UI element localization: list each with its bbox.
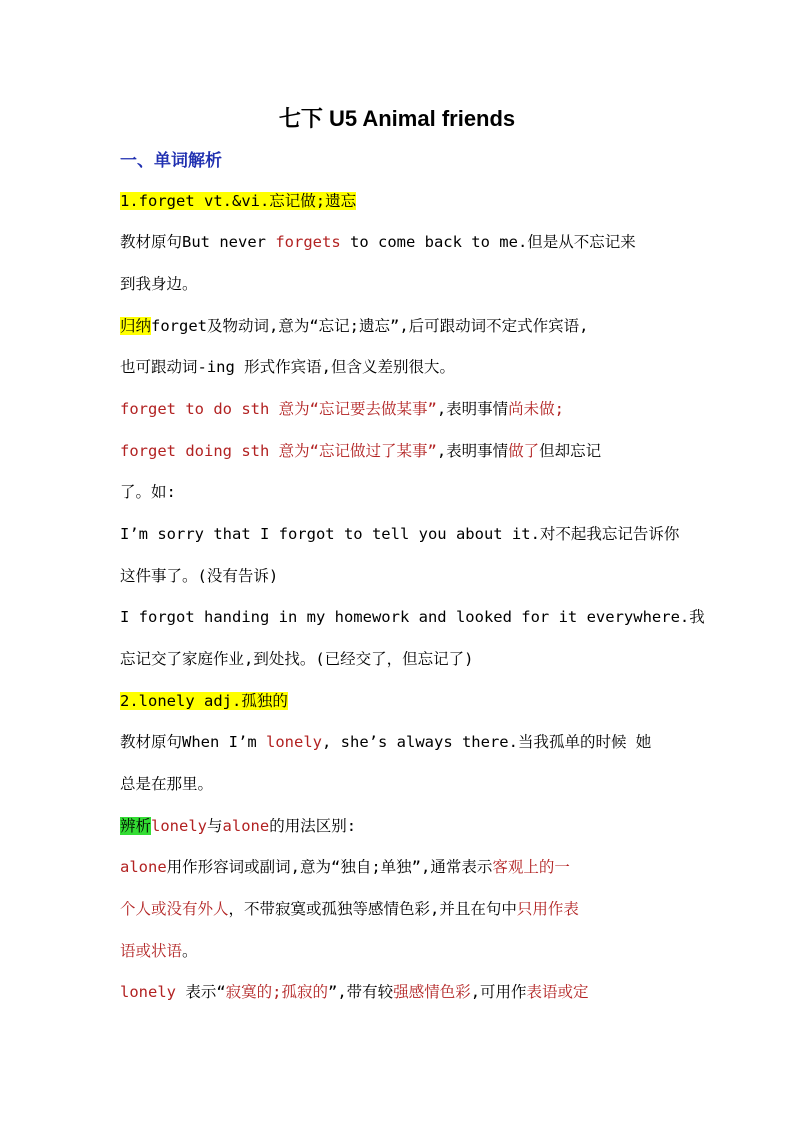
example-keyword: lonely — [266, 733, 322, 751]
alone-emphasis: 只用作表 — [516, 900, 579, 918]
item1-example — [120, 231, 636, 253]
item2-heading-text: 2.lonely adj.孤独的 — [120, 692, 288, 710]
alone-emphasis: 个人或没有外人 — [120, 900, 229, 918]
item1-ex1-line2: 这件事了。(没有告诉) — [120, 567, 279, 585]
lonely-emphasis: 表语或定 — [526, 983, 589, 1001]
usage1-emphasis: 尚未做; — [508, 400, 564, 418]
page-title: 七下 U5 Animal friends — [278, 106, 516, 131]
item1-ex1-line1: I’m sorry that I forgot to tell you about it.对不起我忘记告诉你 — [120, 525, 680, 543]
lonely-text: 表示“ — [176, 983, 226, 1001]
usage2-phrase: forget doing sth 意为“忘记做过了某事” — [120, 442, 437, 460]
alone-text: 。 — [182, 942, 198, 960]
word-lonely: lonely — [120, 983, 176, 1001]
usage2-text2: 但却忘记 — [539, 442, 602, 460]
distinguish-mid: 与 — [207, 817, 223, 835]
lonely-emphasis: 寂寞的;孤寂的 — [225, 983, 329, 1001]
item2-distinguish — [120, 815, 356, 837]
lonely-text: ,可用作 — [470, 983, 527, 1001]
usage2-emphasis: 做了 — [508, 442, 540, 460]
example-rest: , she’s always there.当我孤单的时候 她 — [322, 733, 652, 751]
alone-line2 — [120, 898, 579, 920]
item1-summary-line2: 也可跟动词-ing 形式作宾语,但含义差别很大。 — [120, 358, 455, 376]
alone-line3 — [120, 940, 198, 962]
lonely-emphasis: 强感情色彩 — [393, 983, 471, 1001]
usage1-phrase: forget to do sth 意为“忘记要去做某事” — [120, 400, 437, 418]
alone-text: ，不带寂寞或孤独等感情色彩,并且在句中 — [228, 900, 517, 918]
item1-summary-line1 — [120, 315, 589, 337]
usage1-text: ,表明事情 — [436, 400, 509, 418]
example-keyword: forgets — [275, 233, 341, 251]
word-alone: alone — [120, 858, 167, 876]
summary-tag: 归纳 — [120, 317, 152, 335]
alone-line1 — [120, 856, 570, 878]
item1-heading — [120, 190, 356, 212]
example-rest: to come back to me.但是从不忘记来 — [340, 233, 636, 251]
lonely-line1 — [120, 981, 589, 1003]
alone-emphasis: 语或状语 — [120, 942, 183, 960]
section-heading: 一、单词解析 — [120, 151, 222, 171]
distinguish-tag: 辨析 — [120, 817, 152, 835]
distinguish-rest: 的用法区别: — [269, 817, 357, 835]
example-prefix: 教材原句When I’m — [120, 733, 266, 751]
item1-example-cont: 到我身边。 — [120, 275, 198, 293]
item2-example-cont: 总是在那里。 — [120, 775, 214, 793]
summary-text: forget及物动词,意为“忘记;遗忘”,后可跟动词不定式作宾语, — [151, 317, 589, 335]
item1-usage2 — [120, 440, 601, 462]
item1-usage1 — [120, 398, 564, 420]
alone-emphasis: 客观上的一 — [492, 858, 570, 876]
alone-text: 用作形容词或副词,意为“独自;单独”,通常表示 — [166, 858, 493, 876]
word-lonely: lonely — [151, 817, 208, 835]
usage2-text: ,表明事情 — [436, 442, 509, 460]
word-alone: alone — [222, 817, 270, 835]
item1-usage2-cont: 了。如: — [120, 483, 176, 501]
item1-ex2-line1: I forgot handing in my homework and looked for it everywhere.我 — [120, 608, 705, 626]
item2-heading — [120, 690, 288, 712]
item1-ex2-line2: 忘记交了家庭作业,到处找。(已经交了，但忘记了) — [120, 650, 474, 668]
example-prefix: 教材原句But never — [120, 233, 276, 251]
item1-heading-text: 1.forget vt.&vi.忘记做;遗忘 — [120, 192, 357, 210]
lonely-text: ”,带有较 — [328, 983, 394, 1001]
item2-example — [120, 731, 651, 753]
